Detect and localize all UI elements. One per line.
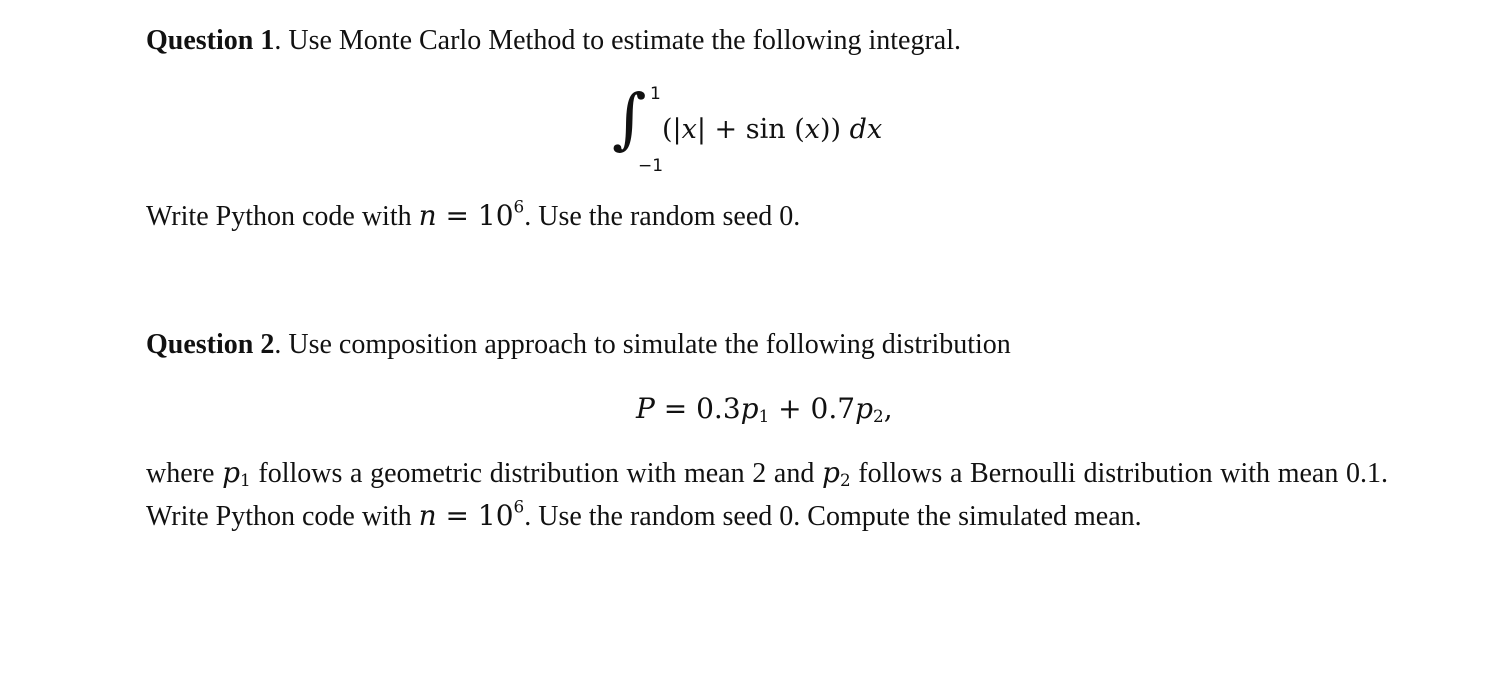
q1-instruction: Write Python code with $n = 10^6$. Use the random seed 0. bbox=[146, 196, 801, 232]
q1-label: Question 1 bbox=[146, 25, 275, 56]
q1-heading bbox=[146, 24, 961, 58]
q2-label: Question 2 bbox=[146, 329, 275, 360]
q2-formula: $P = 0.3p_1 + 0.7p_2$, bbox=[636, 392, 893, 427]
q2-heading bbox=[146, 328, 1011, 362]
q2-text: . Use composition approach to simulate the following distribution bbox=[274, 329, 1011, 360]
integral-lower-limit: −1 bbox=[638, 156, 664, 176]
q1-text: . Use Monte Carlo Method to estimate the following integral. bbox=[274, 25, 962, 56]
integral-sign: ∫ bbox=[612, 80, 647, 157]
integrand: (|x| + sin (x)) dx bbox=[662, 114, 883, 145]
integral-differential: dx bbox=[849, 114, 883, 145]
q2-paragraph: where $p_1$ follows a geometric distribution with mean 2 and $p_2$ follows a Bernoulli distribution with mean 0.1. Write Python code with $n = 10^6$. Use the random seed 0. Compute the simulated mean. bbox=[146, 456, 1388, 532]
integral-upper-limit: 1 bbox=[650, 84, 661, 104]
q1-integral bbox=[612, 80, 942, 180]
